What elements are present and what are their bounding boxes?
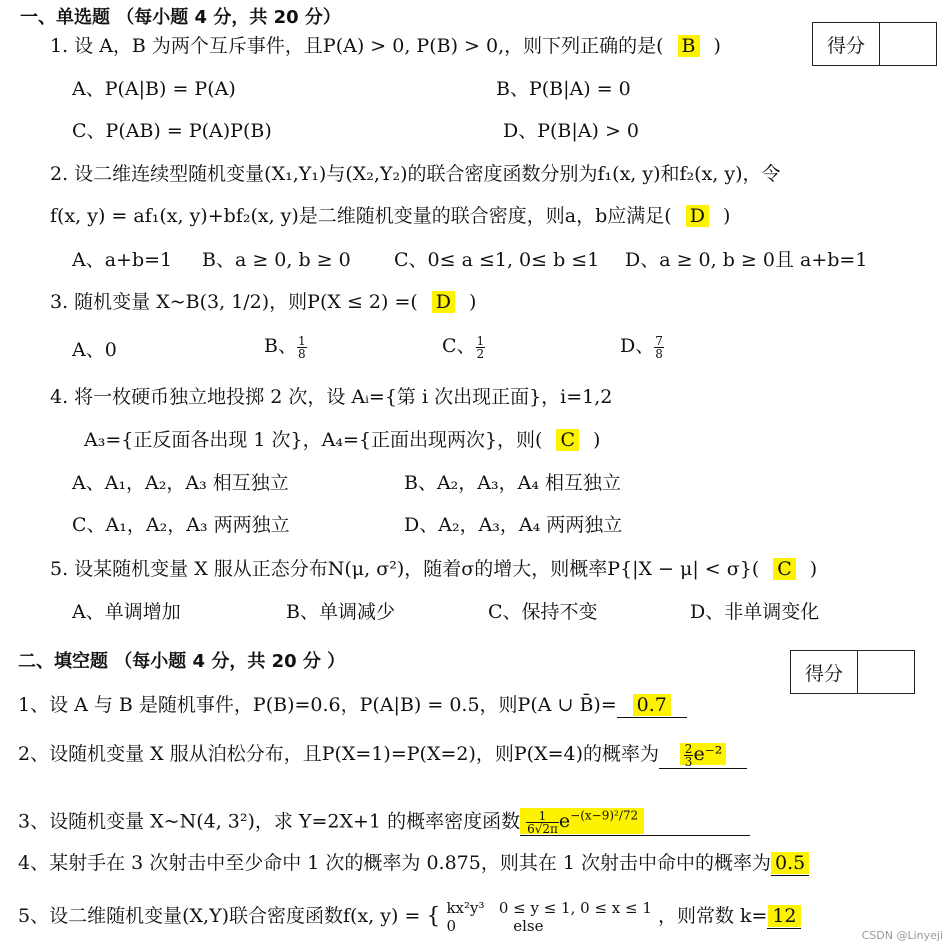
- option-c: C、P(AB) = P(A)P(B): [72, 120, 272, 142]
- fill-blank[interactable]: 12: [767, 904, 801, 929]
- answer-mark: D: [432, 291, 455, 313]
- score-label: 得分: [813, 23, 880, 65]
- option-a: A、单调增加: [72, 601, 181, 623]
- fill-item-3: 3、设随机变量 X~N(4, 3²)，求 Y=2X+1 的概率密度函数 $\frac{1}{6√2\pi}$ $e^{-(x-9)^2/72}$: [18, 804, 750, 836]
- option-a: A、A₁，A₂，A₃ 相互独立: [72, 472, 289, 494]
- option-d: D、P(B|A) > 0: [503, 120, 640, 142]
- question-3: 3. 随机变量 X~B(3, 1/2)，则P(X ≤ 2) =( D ): [50, 291, 477, 313]
- fill-blank[interactable]: $\frac{2}{3}$ e⁻²: [659, 742, 747, 769]
- option-d: D、 $\frac{7}{8}$: [620, 333, 663, 361]
- fill-item-4: 4、某射手在 3 次射击中至少命中 1 次的概率为 0.875，则其在 1 次射击中命中的概率为 0.5: [18, 851, 809, 876]
- question-2: 2. 设二维连续型随机变量(X₁,Y₁)与(X₂,Y₂)的联合密度函数分别为f₁(x, y)和f₂(x, y)，令: [50, 163, 781, 185]
- option-b: B、P(B|A) = 0: [496, 78, 631, 100]
- option-a: A、P(A|B) = P(A): [72, 78, 236, 100]
- option-d: D、A₂，A₃，A₄ 两两独立: [404, 514, 623, 536]
- question-2-line2: f(x, y) = af₁(x, y)+bf₂(x, y)是二维随机变量的联合密度，则a，b应满足( D ): [50, 205, 731, 227]
- option-c: C、A₁，A₂，A₃ 两两独立: [72, 514, 290, 536]
- option-a: A、0: [72, 339, 117, 361]
- question-1: 1. 设 A，B 为两个互斥事件，且P(A) > 0, P(B) > 0,，则下列正确的是( B ): [50, 35, 721, 57]
- score-label: 得分: [791, 651, 858, 693]
- option-c: C、 $\frac{1}{2}$: [442, 333, 485, 361]
- fraction: $\frac{1}{2}$: [476, 333, 485, 361]
- question-5: 5. 设某随机变量 X 服从正态分布N(μ, σ²)，随着σ的增大，则概率P{|X − μ| < σ}( C ): [50, 558, 818, 580]
- answer-mark: D: [686, 205, 709, 227]
- fill-blank[interactable]: 0.5: [771, 851, 809, 876]
- option-d: D、非单调变化: [690, 601, 820, 623]
- fill-blank[interactable]: $\frac{1}{6√2\pi}$ $e^{-(x-9)^2/72}$: [520, 804, 750, 836]
- score-cell[interactable]: [880, 23, 936, 65]
- fill-item-1: 1、设 A 与 B 是随机事件，P(B)=0.6，P(A|B) = 0.5，则P(A ∪ B̄)= 0.7: [18, 693, 687, 718]
- option-b: B、单调减少: [286, 601, 395, 623]
- option-c: C、保持不变: [488, 601, 598, 623]
- fill-blank[interactable]: 0.7: [617, 693, 687, 718]
- option-b: B、A₂，A₃，A₄ 相互独立: [404, 472, 622, 494]
- score-cell[interactable]: [858, 651, 914, 693]
- option-c: C、0≤ a ≤1, 0≤ b ≤1: [394, 249, 600, 271]
- option-a: A、a+b=1: [72, 249, 173, 271]
- watermark: CSDN @Linyeji: [861, 929, 943, 942]
- section1-heading: 一、单选题 （每小题 4 分，共 20 分）: [20, 7, 341, 28]
- score-box-1: [812, 22, 937, 66]
- option-b: B、a ≥ 0, b ≥ 0: [202, 249, 351, 271]
- score-box-2: [790, 650, 915, 694]
- option-b: B、 $\frac{1}{8}$: [264, 333, 306, 361]
- question-4: 4. 将一枚硬币独立地投掷 2 次，设 Aᵢ={第 i 次出现正面}，i=1,2: [50, 386, 613, 408]
- answer-mark: C: [556, 429, 579, 451]
- answer-mark: C: [773, 558, 796, 580]
- piecewise-cases: kx²y³ 0 ≤ y ≤ 1, 0 ≤ x ≤ 1 0 else: [446, 899, 652, 935]
- answer-mark: B: [678, 35, 700, 57]
- question-4-line2: A₃={正反面各出现 1 次}，A₄={正面出现两次}，则( C ): [84, 429, 601, 451]
- section2-heading: 二、填空题 （每小题 4 分，共 20 分 ）: [18, 651, 346, 672]
- fill-item-5: 5、设二维随机变量(X,Y)联合密度函数f(x, y) = { kx²y³ 0 ≤ y ≤ 1, 0 ≤ x ≤ 1 0 else ，则常数 k= 12: [18, 899, 801, 935]
- fraction: $\frac{1}{8}$: [297, 333, 306, 361]
- fraction: $\frac{7}{8}$: [655, 333, 663, 361]
- option-d: D、a ≥ 0, b ≥ 0且 a+b=1: [625, 249, 868, 271]
- fill-item-2: 2、设随机变量 X 服从泊松分布，且P(X=1)=P(X=2)，则P(X=4)的概率为 $\frac{2}{3}$ e⁻²: [18, 742, 747, 769]
